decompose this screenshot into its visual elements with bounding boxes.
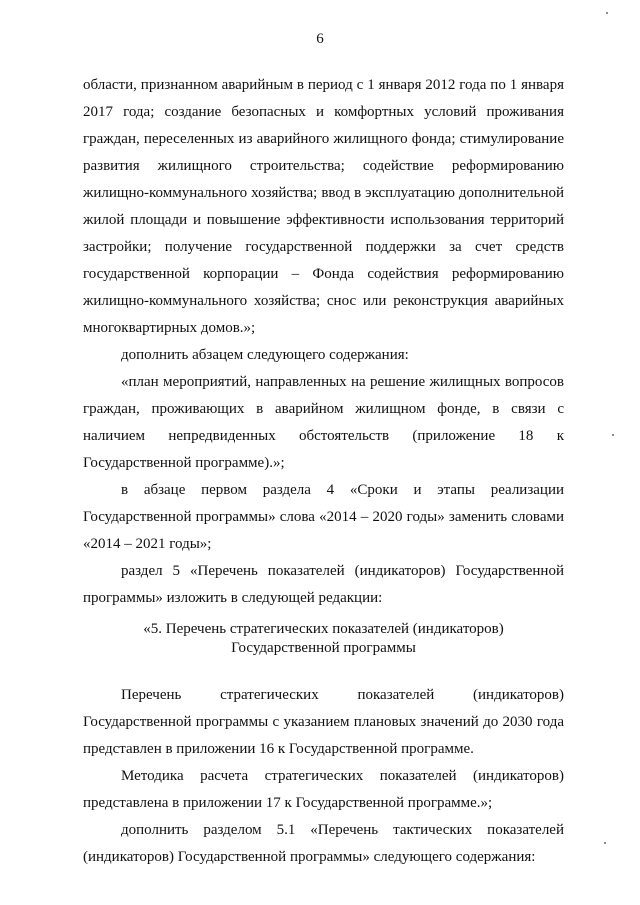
section-heading-line-2: Государственной программы	[231, 640, 416, 656]
paragraph-section5-replace: раздел 5 «Перечень показателей (индикаторов) Государственной программы» изложить в следующей редакции:	[83, 563, 564, 606]
scan-speck	[612, 434, 614, 436]
section-heading	[83, 612, 564, 682]
paragraph-section4-change: в абзаце первом раздела 4 «Сроки и этапы реализации Государственной программы» слова «2014 – 2020 годы» заменить словами «2014 – 2021 годы»;	[83, 482, 564, 552]
paragraph-add-section-5-1: дополнить разделом 5.1 «Перечень тактических показателей (индикаторов) Государственной программы» следующего содержания:	[83, 822, 564, 865]
paragraph-continuation: области, признанном аварийным в период с 1 января 2012 года по 1 января 2017 года; создание безопасных и комфортных условий проживания граждан, переселенных из аварийного жилищного фонда; стимулирование развития жилищного строительства; содействие реформированию жилищно-коммунального хозяйства; ввод в эксплуатацию дополнительной жилой площади и повышение эффективности использования территорий застройки; получение государственной поддержки за счет средств государственной корпорации – Фонда содействия реформированию жилищно-коммунального хозяйства; снос или реконструкция аварийных многоквартирных домов.»;	[83, 77, 564, 336]
section-heading-line-1: «5. Перечень стратегических показателей (индикаторов)	[143, 621, 504, 637]
document-body	[83, 72, 564, 871]
paragraph-methodology: Методика расчета стратегических показателей (индикаторов) представлена в приложении 17 к Государственной программе.»;	[83, 768, 564, 811]
paragraph-plan-quote: «план мероприятий, направленных на решение жилищных вопросов граждан, проживающих в аварийном жилищном фонде, в связи с наличием непредвиденных обстоятельств (приложение 18 к Государственной программе).»;	[83, 374, 564, 471]
scan-speck	[604, 842, 606, 844]
page-number: 6	[316, 31, 324, 47]
paragraph-strategic-list: Перечень стратегических показателей (индикаторов) Государственной программы с указанием плановых значений до 2030 года представлен в приложении 16 к Государственной программе.	[83, 687, 564, 757]
paragraph-add-abzac: дополнить абзацем следующего содержания:	[121, 347, 409, 363]
scan-speck	[606, 12, 608, 14]
